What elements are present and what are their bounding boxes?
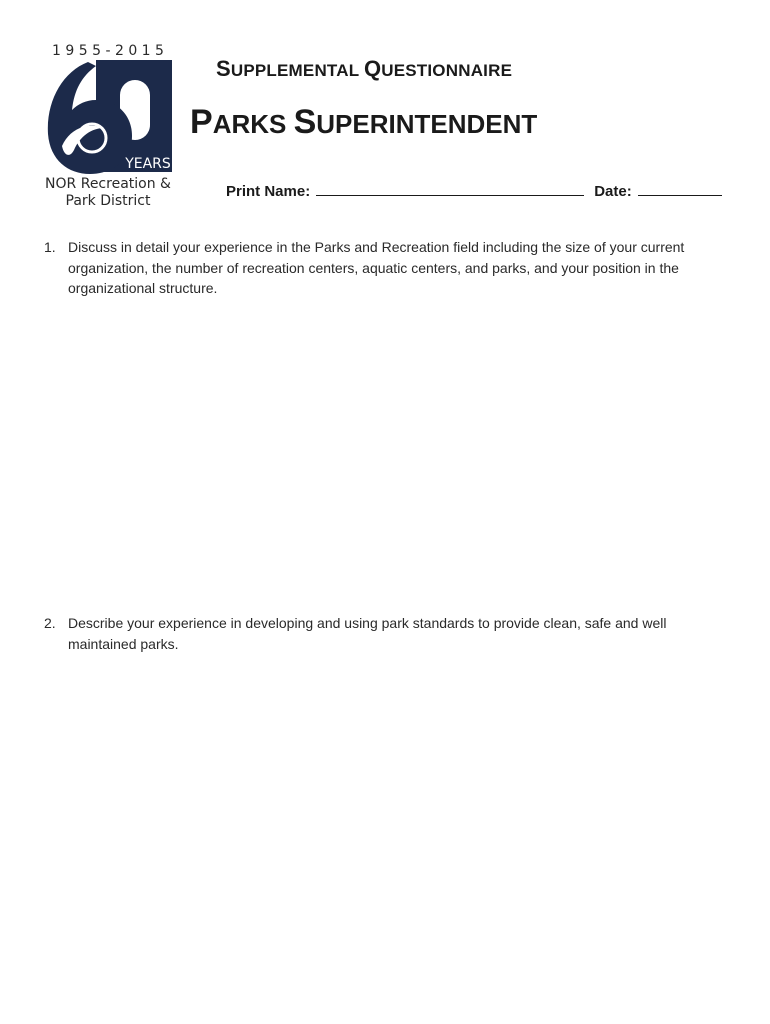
questionnaire-title xyxy=(216,56,512,82)
logo-district-line2: Park District xyxy=(65,193,151,209)
date-field[interactable] xyxy=(638,181,722,196)
logo-district-name xyxy=(40,176,176,210)
date-label: Date: xyxy=(594,183,632,200)
question-number: 1. xyxy=(44,239,56,255)
title-word-rest: UPPLEMENTAL xyxy=(230,61,364,80)
title-initial: S xyxy=(216,56,231,81)
logo-district-line1: NOR Recreation & xyxy=(45,176,171,192)
print-name-label: Print Name: xyxy=(226,183,311,200)
logo-years-range: 1 9 5 5 - 2 0 1 5 xyxy=(52,43,164,59)
title-word-rest: UESTIONNAIRE xyxy=(381,61,513,80)
question-text: Discuss in detail your experience in the Parks and Recreation field including the size of your current organization, the number of recreation centers, aquatic centers, and parks, and your position in the organizational structure. xyxy=(68,239,685,296)
position-word-rest: UPERINTENDENT xyxy=(316,109,538,139)
logo-years-word: YEARS xyxy=(125,156,171,172)
district-logo xyxy=(40,42,180,212)
question-1 xyxy=(44,237,724,299)
question-number: 2. xyxy=(44,615,56,631)
position-word-rest: ARKS xyxy=(212,109,294,139)
position-initial: S xyxy=(293,103,317,141)
sixty-years-logo-mark xyxy=(40,42,180,176)
position-title xyxy=(190,103,537,142)
title-initial: Q xyxy=(363,56,382,81)
print-name-field[interactable] xyxy=(316,181,584,196)
question-2 xyxy=(44,613,724,654)
position-initial: P xyxy=(190,103,213,141)
question-text: Describe your experience in developing and using park standards to provide clean, safe and well maintained parks. xyxy=(68,615,667,652)
name-date-line xyxy=(226,181,722,200)
